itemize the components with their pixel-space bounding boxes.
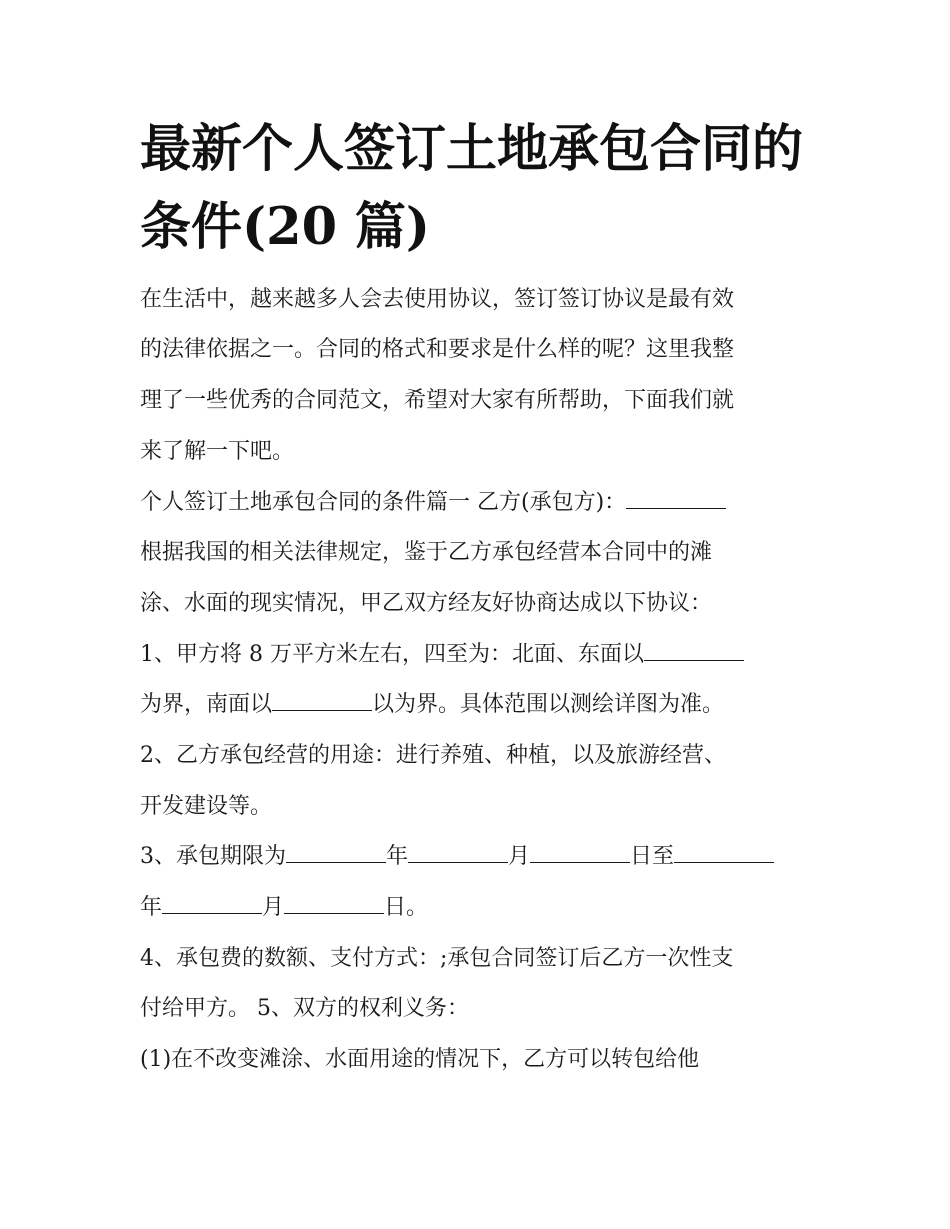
clause-4-line: 付给甲方。 5、双方的权利义务：: [140, 996, 469, 1021]
fill-blank-line: [162, 893, 262, 914]
clause-3-text: 日至: [630, 844, 675, 869]
clause-2-line: 2、乙方承包经营的用途：进行养殖、种植，以及旅游经营、: [140, 743, 726, 768]
clause-3-line: [140, 842, 774, 872]
clause-3-text: 年: [140, 895, 163, 920]
clause-4-line: 4、承包费的数额、支付方式：;承包合同签订后乙方一次性支: [140, 946, 734, 971]
clause-1-text: 为界，南面以: [140, 692, 273, 717]
intro-line: 理了一些优秀的合同范文，希望对大家有所帮助，下面我们就: [140, 388, 735, 413]
fill-blank-line: [284, 893, 384, 914]
intro-line: 在生活中，越来越多人会去使用协议，签订签订协议是最有效: [140, 287, 735, 312]
preamble-line: 涂、水面的现实情况，甲乙双方经友好协商达成以下协议：: [140, 591, 713, 616]
fill-blank-line: [408, 842, 508, 863]
clause-5-item-line: (1)在不改变滩涂、水面用途的情况下，乙方可以转包给他: [140, 1047, 700, 1072]
fill-blank-line: [644, 640, 744, 661]
clause-1-text: 1、甲方将 8 万平方米左右，四至为：北面、东面以: [140, 642, 644, 667]
document-title: [140, 110, 840, 266]
fill-blank-line: [286, 842, 386, 863]
section-heading-line: [140, 488, 726, 518]
clause-2-line: 开发建设等。: [140, 794, 273, 819]
title-line: 条件(20 篇): [140, 197, 430, 257]
clause-3-text: 月: [508, 844, 531, 869]
clause-1-line: [140, 640, 744, 670]
fill-blank-line: [530, 842, 630, 863]
clause-3-line: [140, 893, 428, 923]
intro-line: 来了解一下吧。: [140, 439, 295, 464]
fill-blank-line: [272, 690, 372, 711]
fill-blank-line: [674, 842, 774, 863]
intro-line: 的法律依据之一。合同的格式和要求是什么样的呢？这里我整: [140, 337, 735, 362]
fill-blank-line: [626, 488, 726, 509]
clause-1-line: [140, 690, 724, 720]
clause-3-text: 日。: [384, 895, 429, 920]
section-heading: 个人签订土地承包合同的条件篇一 乙方(承包方)：: [140, 490, 627, 515]
clause-3-text: 3、承包期限为: [140, 844, 286, 869]
clause-1-text: 以为界。具体范围以测绘详图为准。: [372, 692, 725, 717]
clause-3-text: 月: [262, 895, 285, 920]
clause-3-text: 年: [386, 844, 409, 869]
preamble-line: 根据我国的相关法律规定，鉴于乙方承包经营本合同中的滩: [140, 540, 713, 565]
title-line: 最新个人签订土地承包合同的: [140, 119, 804, 179]
